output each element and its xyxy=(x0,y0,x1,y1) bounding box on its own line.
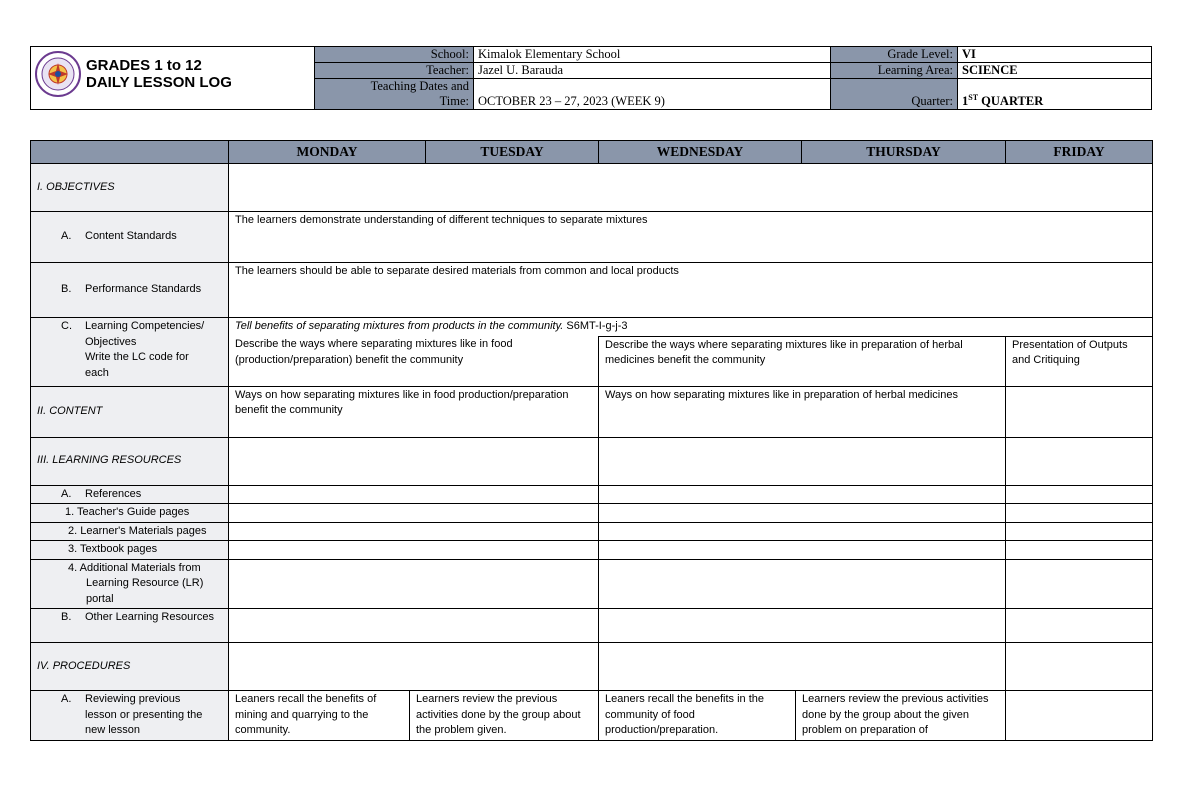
tg-pages-fri xyxy=(1006,504,1153,523)
reviewing-wednesday: Leaners recall the benefits in the community of food production/preparation. xyxy=(599,691,796,741)
dates-value: OCTOBER 23 – 27, 2023 (WEEK 9) xyxy=(474,79,831,110)
competency-main: Tell benefits of separating mixtures from products in the community. S6MT-I-g-j-3 xyxy=(229,318,1153,337)
reviewing-thursday: Learners review the previous activities done by the group about the given problem on preparation of xyxy=(796,691,1006,741)
references-wed-thu xyxy=(599,485,1006,504)
lm-pages-label: 2. Learner's Materials pages xyxy=(31,522,229,541)
day-monday: MONDAY xyxy=(296,144,358,160)
learning-resources-row xyxy=(31,437,1153,485)
corner-cell xyxy=(31,141,229,164)
procedures-wed-thu xyxy=(599,643,1006,691)
reviewing-friday xyxy=(1006,691,1153,741)
competency-wed-thu: Describe the ways where separating mixtures like in preparation of herbal medicines benefit the community xyxy=(599,336,1006,386)
reviewing-label: A. Reviewing previous lesson or presenting the new lesson xyxy=(31,691,229,741)
content-label: II. CONTENT xyxy=(31,386,229,437)
learning-resources-fri xyxy=(1006,437,1153,485)
info-table xyxy=(314,46,1152,110)
form-subtitle: DAILY LESSON LOG xyxy=(86,74,232,91)
learning-resources-mon-tue xyxy=(229,437,599,485)
tg-pages-mon-tue xyxy=(229,504,599,523)
textbook-pages-mon-tue xyxy=(229,541,599,560)
grade-level-value: VI xyxy=(958,47,1152,63)
procedures-fri xyxy=(1006,643,1153,691)
day-wednesday: WEDNESDAY xyxy=(656,144,744,160)
content-row xyxy=(31,386,1153,437)
reviewing-tuesday: Learners review the previous activities done by the group about the problem given. xyxy=(410,691,599,741)
lesson-log-table xyxy=(30,140,1153,741)
day-header-row xyxy=(31,141,1153,164)
lm-pages-wed-thu xyxy=(599,522,1006,541)
grade-level-label: Grade Level: xyxy=(831,47,958,63)
objectives-row xyxy=(31,164,1153,212)
content-mon-tue: Ways on how separating mixtures like in food production/preparation benefit the community xyxy=(229,386,599,437)
other-resources-label: B. Other Learning Resources xyxy=(31,609,229,643)
dates-label: Teaching Dates and Time: xyxy=(315,79,474,110)
textbook-pages-row xyxy=(31,541,1153,560)
other-resources-wed-thu xyxy=(599,609,1006,643)
lm-pages-mon-tue xyxy=(229,522,599,541)
day-monday-tuesday xyxy=(229,141,599,164)
lm-pages-fri xyxy=(1006,522,1153,541)
additional-materials-fri xyxy=(1006,559,1153,609)
learning-resources-label: III. LEARNING RESOURCES xyxy=(31,437,229,485)
deped-seal-icon xyxy=(34,50,82,98)
content-standards-row xyxy=(31,212,1153,263)
references-fri xyxy=(1006,485,1153,504)
references-row xyxy=(31,485,1153,504)
other-resources-mon-tue xyxy=(229,609,599,643)
reviewing-monday: Leaners recall the benefits of mining and quarrying to the community. xyxy=(229,691,410,741)
textbook-pages-label: 3. Textbook pages xyxy=(31,541,229,560)
competency-mon-tue: Describe the ways where separating mixtures like in food (production/preparation) benefit the community xyxy=(229,336,599,386)
competencies-row-main xyxy=(31,318,1153,337)
textbook-pages-wed-thu xyxy=(599,541,1006,560)
tg-pages-label: 1. Teacher's Guide pages xyxy=(31,504,229,523)
lm-pages-row xyxy=(31,522,1153,541)
school-value: Kimalok Elementary School xyxy=(474,47,831,63)
additional-materials-wed-thu xyxy=(599,559,1006,609)
performance-standards-row xyxy=(31,263,1153,318)
procedures-label: IV. PROCEDURES xyxy=(31,643,229,691)
content-standards-label: A. Content Standards xyxy=(31,212,229,263)
procedures-row xyxy=(31,643,1153,691)
learning-area-label: Learning Area: xyxy=(831,63,958,79)
other-resources-fri xyxy=(1006,609,1153,643)
learning-resources-wed-thu xyxy=(599,437,1006,485)
competency-fri: Presentation of Outputs and Critiquing xyxy=(1006,336,1153,386)
other-resources-row xyxy=(31,609,1153,643)
objectives-cell xyxy=(229,164,1153,212)
reviewing-row xyxy=(31,691,1153,741)
objectives-label: I. OBJECTIVES xyxy=(31,164,229,212)
day-thursday: THURSDAY xyxy=(801,141,1005,163)
content-fri xyxy=(1006,386,1153,437)
content-standards-value: The learners demonstrate understanding of different techniques to separate mixtures xyxy=(229,212,1153,263)
textbook-pages-fri xyxy=(1006,541,1153,560)
day-wednesday-thursday xyxy=(599,141,1006,164)
quarter-value: 1ST QUARTER xyxy=(958,79,1152,110)
form-title: GRADES 1 to 12 xyxy=(86,57,202,74)
school-label: School: xyxy=(315,47,474,63)
additional-materials-row xyxy=(31,559,1153,609)
additional-materials-label: 4. Additional Materials from Learning Resource (LR) portal xyxy=(31,559,229,609)
performance-standards-value: The learners should be able to separate desired materials from common and local products xyxy=(229,263,1153,318)
procedures-mon-tue xyxy=(229,643,599,691)
references-label: A. References xyxy=(31,485,229,504)
tg-pages-wed-thu xyxy=(599,504,1006,523)
teacher-value: Jazel U. Barauda xyxy=(474,63,831,79)
day-tuesday: TUESDAY xyxy=(425,141,598,163)
references-mon-tue xyxy=(229,485,599,504)
content-wed-thu: Ways on how separating mixtures like in preparation of herbal medicines xyxy=(599,386,1006,437)
performance-standards-label: B. Performance Standards xyxy=(31,263,229,318)
day-friday: FRIDAY xyxy=(1006,141,1153,164)
quarter-label: Quarter: xyxy=(831,79,958,110)
teacher-label: Teacher: xyxy=(315,63,474,79)
learning-area-value: SCIENCE xyxy=(958,63,1152,79)
tg-pages-row xyxy=(31,504,1153,523)
additional-materials-mon-tue xyxy=(229,559,599,609)
competencies-label: C. Learning Competencies/ Objectives Write the LC code for each xyxy=(31,318,229,387)
